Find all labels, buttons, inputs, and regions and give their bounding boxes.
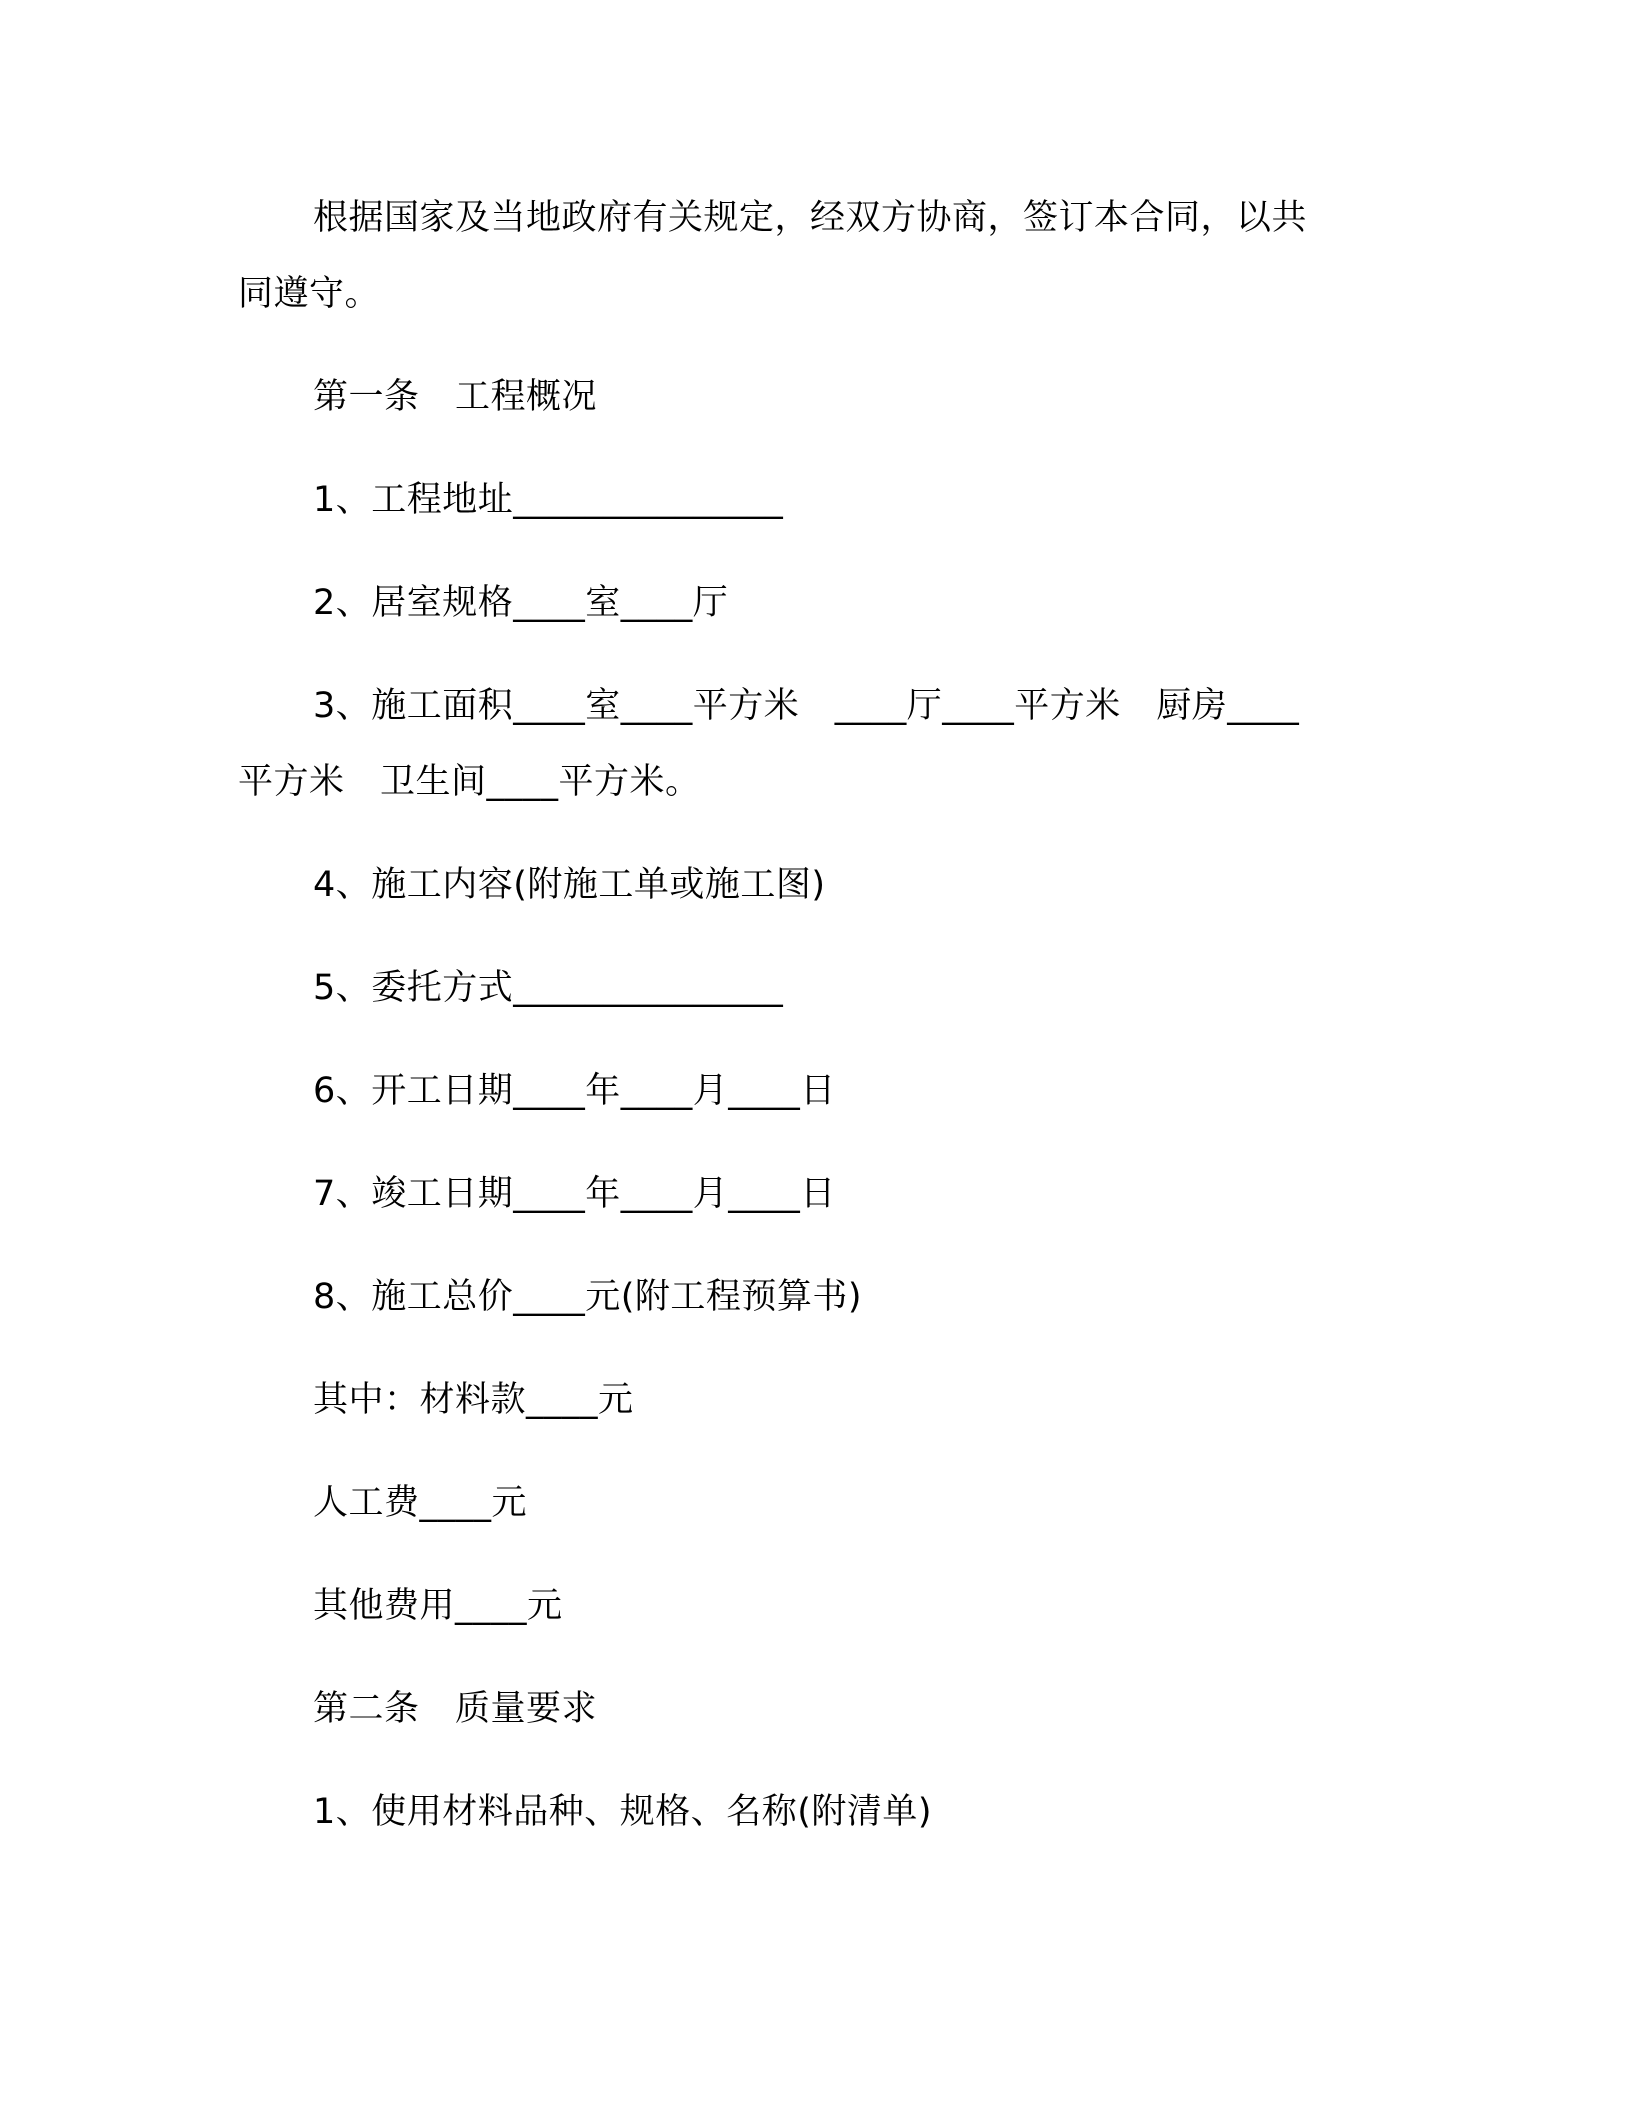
intro-paragraph-line-1: 根据国家及当地政府有关规定，经双方协商，签订本合同，以共 <box>313 198 1308 238</box>
clause-start-date: 6、开工日期____年____月____日 <box>313 1071 836 1111</box>
article-heading: 第二条 质量要求 <box>313 1689 598 1729</box>
clause-materials-list: 1、使用材料品种、规格、名称(附清单) <box>313 1792 933 1832</box>
intro-paragraph-line-2: 同遵守。 <box>238 274 381 314</box>
clause-total-price: 8、施工总价____元(附工程预算书) <box>313 1277 863 1317</box>
clause-project-address: 1、工程地址_______________ <box>313 480 784 520</box>
clause-construction-area-line-1: 3、施工面积____室____平方米 ____厅____平方米 厨房____ <box>313 686 1300 726</box>
clause-completion-date: 7、竣工日期____年____月____日 <box>313 1174 836 1214</box>
clause-construction-content: 4、施工内容(附施工单或施工图) <box>313 865 826 905</box>
clause-construction-area-line-2: 平方米 卫生间____平方米。 <box>238 762 701 802</box>
clause-room-layout: 2、居室规格____室____厅 <box>313 583 729 623</box>
clause-commission-method: 5、委托方式_______________ <box>313 968 784 1008</box>
clause-other-cost: 其他费用____元 <box>313 1586 563 1626</box>
article-heading: 第一条 工程概况 <box>313 377 598 417</box>
clause-labor-cost: 人工费____元 <box>313 1483 528 1523</box>
clause-material-cost: 其中：材料款____元 <box>313 1380 634 1420</box>
